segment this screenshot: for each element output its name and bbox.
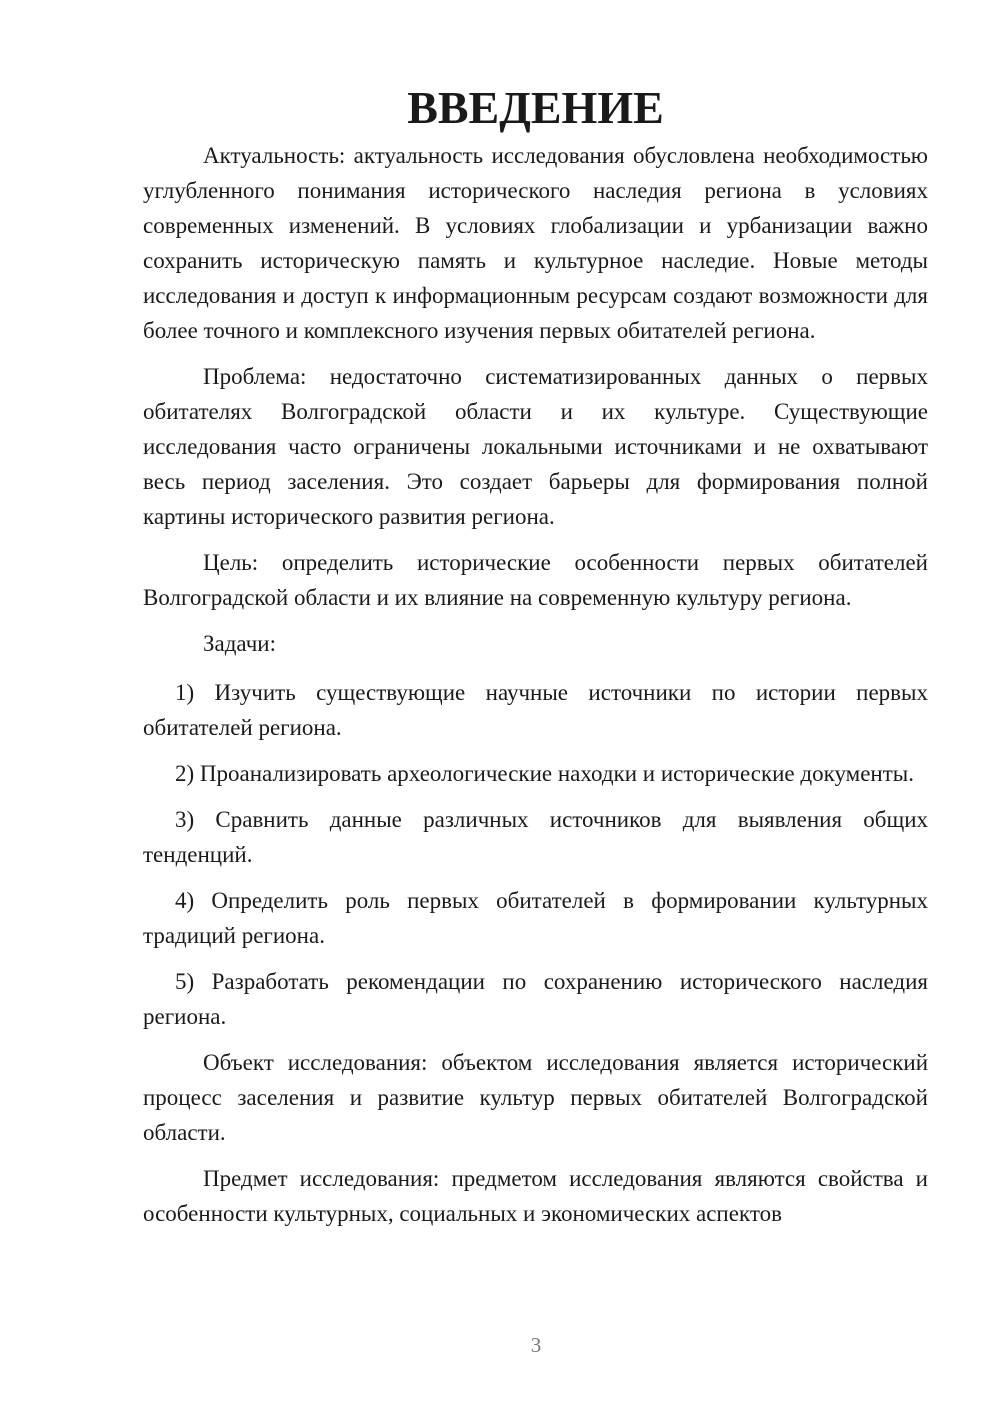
task-item-2: 2) Проанализировать археологические находки и исторические документы. [175,761,914,786]
subject-paragraph: Предмет исследования: предметом исследования являются свойства и особенности культурных, социальных и экономических аспектов [143,1166,928,1226]
task-item-5: 5) Разработать рекомендации по сохранению исторического наследия региона. [143,969,928,1029]
page-content [143,82,928,1242]
problem-paragraph: Проблема: недостаточно систематизированных данных о первых обитателях Волгоградской области и их культуре. Существующие исследования часто ограничены локальными источниками и не охватывают весь период заселения. Это создает барьеры для формирования полной картины исторического развития региона. [143,364,928,529]
task-item-3: 3) Сравнить данные различных источников для выявления общих тенденций. [143,807,928,867]
tasks-label: Задачи: [203,631,276,656]
task-item-1: 1) Изучить существующие научные источники по истории первых обитателей региона. [143,680,928,740]
page-title: ВВЕДЕНИЕ [407,82,664,133]
object-paragraph: Объект исследования: объектом исследования является исторический процесс заселения и развитие культур первых обитателей Волгоградской области. [143,1050,928,1145]
task-item-4: 4) Определить роль первых обитателей в формировании культурных традиций региона. [143,888,928,948]
relevance-paragraph: Актуальность: актуальность исследования обусловлена необходимостью углубленного понимания исторического наследия региона в условиях современных изменений. В условиях глобализации и урбанизации важно сохранить историческую память и культурное наследие. Новые методы исследования и доступ к информационным ресурсам создают возможности для более точного и комплексного изучения первых обитателей региона. [143,143,928,343]
page-number: 3 [530,1333,542,1357]
goal-paragraph: Цель: определить исторические особенности первых обитателей Волгоградской области и их влияние на современную культуру региона. [143,550,928,610]
